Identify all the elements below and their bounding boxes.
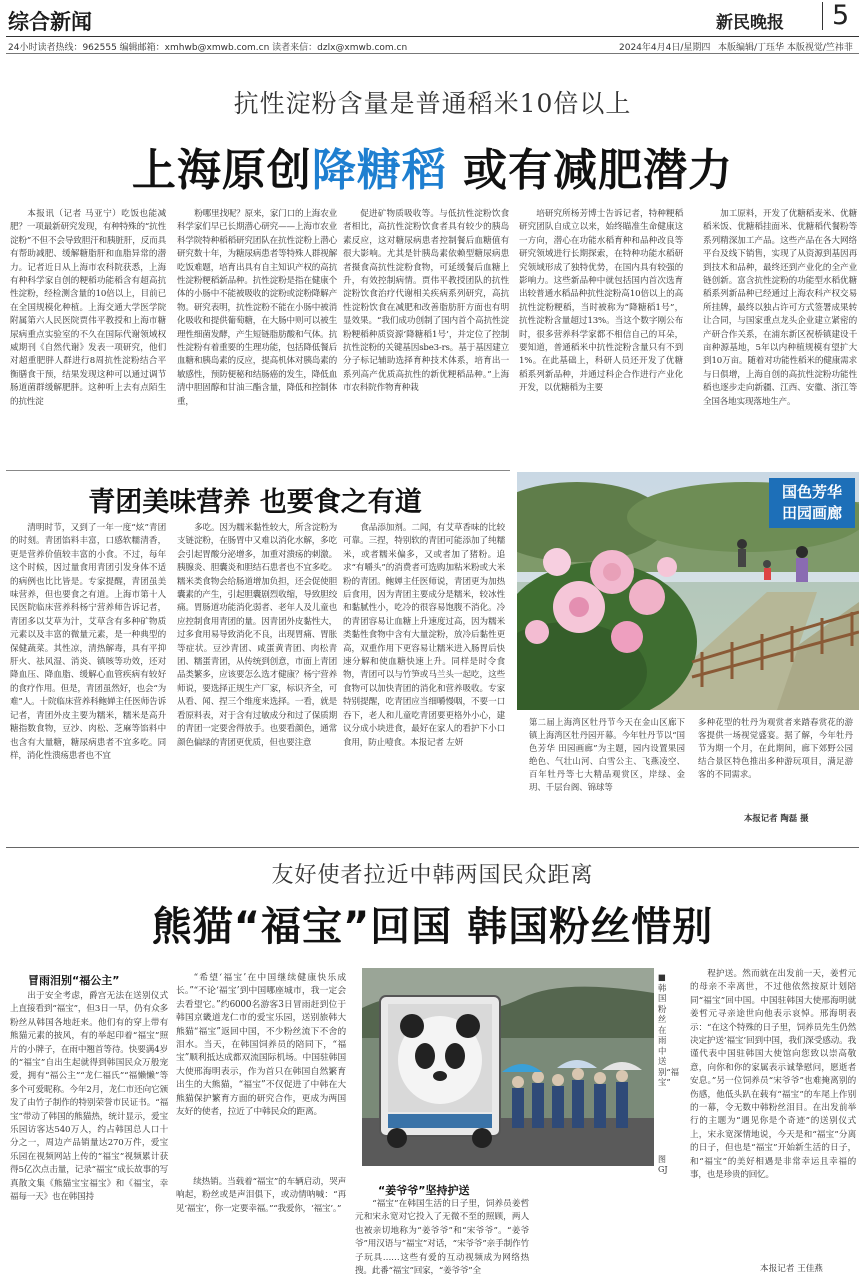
headline-highlight: 降糖稻 [311,145,447,196]
panda-photo-credit: 图 GJ [658,1155,668,1174]
story1-col4: 培研究所杨芳博士告诉记者，特种粳稻研究团队自成立以来，始终瞄准生命健康这一方向，潜心在功能水稻育种和品种改良等研究领域进行长期探索，在特种功能水稻研究领域形成了独特优势，在国内具有较强的影响力。这些新品种中就包括国内首次选育出较普通水稻品种抗性淀粉高10倍以上的高抗性淀粉粳稻，当时被称为“降糖稻1号”，抗性淀粉含量超过13%。当这个数字刚公布时，很多营养科学家都不相信自己的耳朵，要知道，普通稻米中抗性淀粉含量只有不到1%。在此基础上，科研人员还开发了优糖稻系列新品种，并通过科企合作进行产业化开发，以优糖稻为主要 [519,209,683,394]
story-divider [6,470,510,471]
peony-credit: 本报记者 陶磊 摄 [744,813,809,823]
photo-badge: 国色芳华 田园画廊 [769,478,855,528]
story3-subhead-1: 冒雨泪别“福公主” [28,974,120,987]
story3-col1: 出于安全考虑，爵宫无法在送别仪式上直接看到“福宝”，但3日一早，仍有众多粉丝从韩国各地赶来。他们有的穿上带有熊猫元素的披风，有的举起印着“福宝”照片的小牌子，在雨中翘首等待。快要满4岁的“福宝”自出生起就得到韩国民众万般宠爱，拥有“福公主”“龙仁福氏”“福懒懒”等多个可爱昵称。今年2月，龙仁市还向它颁发了由竹子制作的特别荣誉市民证书。“福宝”带动了韩国的熊猫热，统计显示，爱宝乐园访客达540万人，约占韩国总人口十分之一，周边产品销量达270万件，爱宝乐园在视频网站上传的“福宝”视频累计获得5亿次点击量，记录“福宝”成长故事的写真散文集《熊猫宝宝福宝》和《福宝，幸福每一天》也在韩国持 [10,991,168,1203]
story1-col1: 本报讯（记者 马亚宁）吃饭也能减肥？一项最新研究发现，有种特殊的“抗性淀粉”不但不会导致胆汗和胰脏肝，反而具有帮助减肥、缓解糖脂肝和血脂异常的潜力。记者近日从上海市农科院获悉，上海有种科学家自创的粳稻功能稻含有超高抗性淀粉，经检测含量的10倍以上，目前已在全国规模化种植。上海交通大学医学院附属第六人民医院贾伟平教授和上海市糖尿病重点实验室的不久在国际代谢领域权威期刊《自然代谢》发表一项研究，他们对超重肥胖人群进行8周抗性淀粉结合平衡膳食干预，结果发现这种可以通过调节肠道菌群缓解肥胖。这种听上去有点陌生的抗性淀 [10,209,166,407]
story3-headline: 熊猫“福宝”回国 韩国粉丝惜别 [151,904,714,950]
masthead-editor: 本版编辑/丁珏华 本版视觉/竺祎菲 [718,43,853,53]
panda-photo-illustration [362,968,654,1166]
panda-photo-caption: ■ 韩国粉丝在雨中送别“福宝” [658,972,680,1087]
story1-col3: 促进矿物质吸收等。与低抗性淀粉饮食者相比，高抗性淀粉饮食者具有较少的胰岛素反应，这对糖尿病患者控制餐后血糖值有很大影响。尤其是针胰岛素依赖型糖尿病患者摄食高抗性淀粉食物，可延缓餐后血糖上升，有效控制病情。贾伟平教授团队的抗性淀粉饮食治疗代谢相关疾病系列研究，高抗性淀粉饮食在减肥和改善脂肪肝方面也有明显效果。“我们成功创制了国内首个高抗性淀粉粳稻种质资源‘降糖稻1号’，并定位了控制抗性淀粉的关键基因sbe3-rs。基于基因建立分子标记辅助选择育种技术体系，培育出一系列高产优质高抗性的新优粳稻品种。”上海市农科院作物育种栽 [343,209,509,394]
newspaper-name: 新民晚报 [716,13,784,33]
story1-kicker: 抗性淀粉含量是普通稻米10倍以上 [233,89,632,118]
story3-col3b [537,1176,677,1276]
masthead-date: 2024年4月4日/星期四 [619,43,711,53]
story3-byline: 本报记者 王佳燕 [760,1264,823,1274]
story3-kicker: 友好使者拉近中韩两国民众距离 [271,863,594,888]
peony-photo [517,472,859,710]
section-title: 综合新闻 [8,10,92,34]
story2-col2: 多吃。因为糯米黏性较大，所含淀粉为支链淀粉，在肠胃中又难以消化水解，多吃会引起胃酸分泌增多，加重对溃疡的刺激。胰腺炎、胆囊炎和胆结石患者也不宜多吃。糯米类食物会给肠道增加负担，还会促使胆囊素的产生，引起胆囊剧烈收缩，导致胆绞痛。胃肠道功能消化弱者、老年人及儿童也应控制食用青团的量。因青团外皮黏性大，过多食用易导致消化不良，出现胃痛、胃胀等症状。豆沙青团、咸蛋黄青团、肉松青团、糯蛋青团，从传统到创意，市面上青团品类繁多，应该要怎么选才健康？杨宁营养师说，要选择正规生产厂家，标识齐全，可从看、闻、捏三个维度来选择。一看，就是看原料表，对于含有过敏成分和过了保质期的青团一定要舍得放手。也要看颜色，通常颜色偏绿的青团更优质，但也要注意 [177,523,337,748]
section-divider [6,847,859,848]
story3-col2b: 续热销。当载着“福宝”的车辆启动，哭声响起，粉丝或是声泪俱下，或动情呐喊：“再见‘福宝’，你一定要幸福。”“我爱你，‘福宝’。” [176,1177,346,1214]
story1-col5: 加工原料，开发了优糖稻麦米、优糖稻米饭、优糖稻挂面米、优糖稻代餐粉等系列精深加工产品。这些产品在各大网络平台及线下销售，实现了从资源到基因再到技术和品种，最终还到产业化的全产业链创新。富含抗性淀粉的功能型水稻优糖稻系列新品种已经通过上海农科产权交易所挂牌，最终以独占许可方式签署成果转让合同，与国家重点龙头企业建立紧密的产研合作关系，在浦东新区祝桥镇建设千亩种源基地，5年以内种植规模有望扩大到10万亩。随着对功能性稻米的健康需求与日俱增，上海自创的高抗性淀粉功能性稻也逐步走向新疆、江西、安徽、浙江等全国各地实现落地生产。 [703,209,857,407]
story3-col4: 程护送。然而就在出发前一天，姜哲元的母亲不幸离世，不过他依然按原计划陪同“福宝”回中国。中国驻韩国大使邢海明就姜哲元寻亲途世向他表示哀悼。邢海明表示：“在这个特殊的日子里，饲养员先生仍然决定护送‘福宝’回到中国，我们深受感动。我谨代表中国驻韩国大使馆向您致以崇高敬意，向你和你的家属表示诚挚慰问，愿逝者安息。”另一位饲养员“宋爷爷”也难掩离别的伤感，他低头趴在载有“福宝”的车尾上作别的一幕，令无数中韩粉丝泪目。在出发前举行的主题为“遇见你是个奇迹”的送别仪式上，宋永宽深情地说，今天是和“福宝”分离的日子，但也是“福宝”开始新生活的日子，和“福宝”的美好相遇是非常幸运且幸福的事，也是珍贵的回忆。 [690,969,856,1181]
masthead-hotline: 24小时读者热线：962555 编辑邮箱：xmhwb@xmwb.com.cn 读者来信：dzlx@xmwb.com.cn [8,43,408,53]
panda-photo [362,968,654,1166]
peony-caption-right: 多种花型的牡丹为观赏者来踏春赏花的游客提供一场视觉盛宴。据了解，今年牡丹节为期一个月，在此期间，廊下郊野公园结合景区特色推出多种游玩项目，满足游客的不同需求。 [698,717,853,779]
masthead-rule [6,36,859,37]
story1-col2: 粉哪里找呢？原来，家门口的上海农业科学家们早已长期潜心研究——上海市农业科学院特种稻稻研究团队在抗性淀粉上潜心研究数十年，为糖尿病患者等特殊人群视解吃饭难题，培育出具有自主知识产权的高抗性淀粉粳稻新品种。抗性淀粉是指在健康个体的小肠中不能被吸收的淀粉或淀粉降解产物。研究表明，抗性淀粉不能在小肠中被消化吸收和提供葡萄糖，在大肠中则可以被生理性细菌发酵，产生短链脂肪酸和气体。抗性淀粉有着重要的生理功能，包括降低餐后血糖和胰岛素的反应，提高机体对胰岛素的敏感性，预防便秘和结肠癌的发生，降低血清中胆固醇和甘油三酯含量，降低和控制体重， [177,209,337,407]
page-number: 5 [832,0,850,31]
story3-col3: “福宝”在韩国生活的日子里，饲养员姜哲元和宋永宽对它投入了无微不至的照顾，两人也被亲切地称为“姜爷爷”和“宋爷爷”。“姜爷爷”用汉语与“福宝”对话，“宋爷爷”亲手制作竹子玩具……这些有爱的互动视频成为网络热搜。此番“福宝”回家，“姜爷爷”全 [355,1199,529,1276]
story2-headline: 青团美味营养 也要食之有道 [88,487,422,518]
masthead-divider [822,2,823,30]
story2-col3: 食品添加剂。二闻，有艾草香味的比较可靠。三捏，特别软的青团可能添加了纯糯米，或者糯米偏多，又或者加了猪粉。追求“有嚼头”的消费者可选购加粘米粉或大米粉的青团。鲍婵主任医师说，青团更为加热后食用，因为青团主要成分是糯米，较冰性和黏腻性小，吃冷的很容易饱腹不消化。冷的青团容易让血糖上升速度过高，因为糯米类黏性食物中含有大量淀粉，放冷后黏性更高，双重作用下更容易让糯米进入肠胃后快速分解和使血糖快速上升。同样是时令食物，青团可以与竹笋或马兰头一起吃，这些食物可以加快青团的消化和营养吸收。专家特别提醒，吃青团应当细嚼慢咽，不要一口吞下，老人和儿童吃青团要更格外小心，建议分成小块进食，最好在家人的看护下小口食用，防止噎食。本报记者 左妍 [343,523,505,748]
story2-col1: 清明时节，又到了一年一度“炫”青团的时刻。青团馅料丰富，口感软糯清香，更是营养价值较丰富的小食。不过，每年这个时候，因过量食用青团引发身体不适的病例也比比皆是。专家提醒，青团虽美味营养，但也要食之有道。上海市第十人民医院临床营养科杨宁营养师告诉记者，青团多以艾草为汁，艾草含有多种矿物质元素以及丰富的微量元素，是一种典型的保健蔬菜。其性凉，清热解毒，具有平抑肝火、祛风湿、消炎、镇咳等功效，还对降血压、降血脂、缓解心血管疾病有较好的食疗作用。但是，青团虽然好，也会“为难”人。十院临床营养科鲍婵主任医师告诉记者，青团外皮主要为糯米，糯米是高升糖指数食物，豆沙、肉松、芝麻等馅料中也含有大量糖，糖尿病患者不宜多吃。同样，消化性溃疡患者也不宜 [10,523,166,761]
story3-col2a: “希望‘福宝’在中国继续健康快乐成长。”“不论‘福宝’到中国哪座城市，我一定会去看望它。”约6000名游客3日冒雨赶到位于韩国京畿道龙仁市的爱宝乐园，送别旅韩大熊猫“福宝”返回中国，不少粉丝流下不舍的泪水。当天，在韩国饲养员的陪同下，“福宝”顺利抵达成都双流国际机场。中国驻韩国大使邢海明表示，作为首只在韩国自然繁育出生的大熊猫，“福宝”不仅促进了中韩在大熊猫保护繁育方面的研究合作，更成为两国友好的使者，拉近了中韩民众的距离。 [176,973,346,1118]
story3-subhead-2: “姜爷爷”坚持护送 [378,1184,470,1197]
story1-headline: 上海原创降糖稻 或有减肥潜力 [131,145,734,196]
peony-caption-left: 第二届上海湾区牡丹节今天在金山区廊下镇上海湾区牡丹园开幕。今年牡丹节以“国色芳华 田园画廊”为主题，园内设置果园绝色、气壮山河、白雪公主、飞燕凌空、百年牡丹等七大精品观赏区，岸绿、金玥、千层台阁、锦球等 [529,717,685,792]
masthead-rule-2 [6,53,859,54]
